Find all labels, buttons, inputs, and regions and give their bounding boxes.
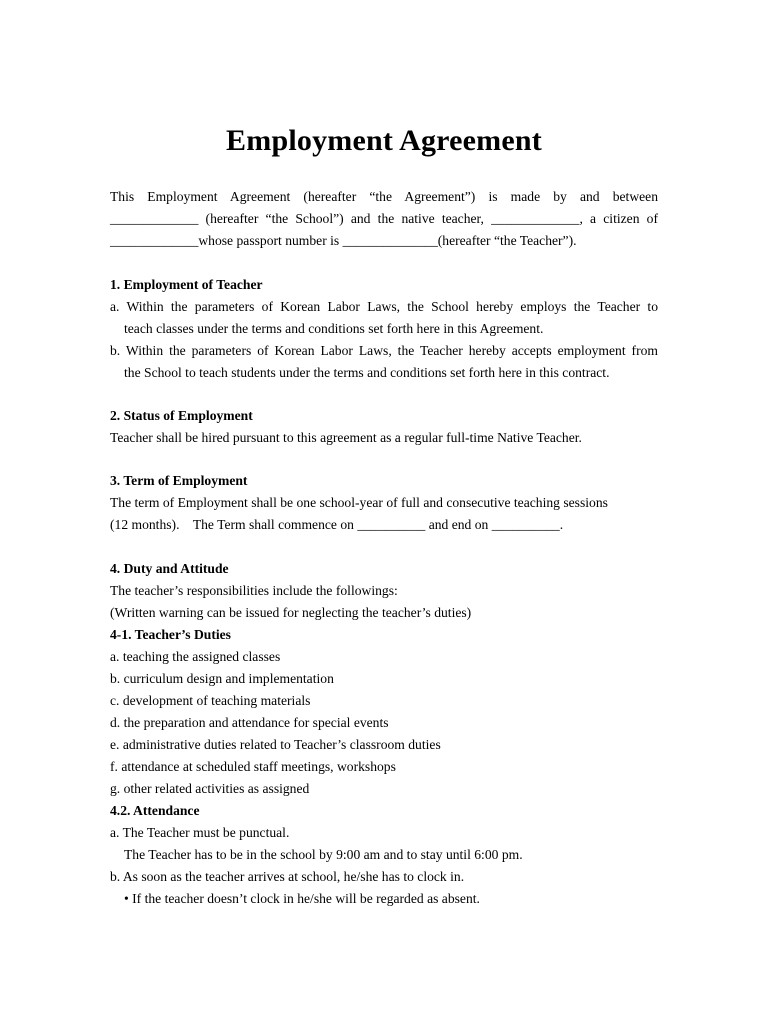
- section-heading: 1. Employment of Teacher: [110, 277, 263, 292]
- duty-line-2: (Written warning can be issued for neglecting the teacher’s duties): [110, 605, 472, 620]
- attendance-b: b. As soon as the teacher arrives at school, he/she has to clock in.: [110, 869, 465, 884]
- list-item: b. curriculum design and implementation: [110, 671, 334, 686]
- term-line-2: (12 months). The Term shall commence on __________ and end on __________.: [110, 517, 564, 532]
- duty-line-1: The teacher’s responsibilities include the followings:: [110, 583, 398, 598]
- section-status-of-employment: [110, 405, 658, 449]
- intro-line-1: This Employment Agreement (hereafter “the Agreement”) is made by and between: [110, 189, 658, 204]
- section-duty-and-attitude: [110, 558, 658, 910]
- section-heading: 2. Status of Employment: [110, 408, 253, 423]
- document-title: Employment Agreement: [226, 124, 542, 157]
- attendance-a: a. The Teacher must be punctual.: [110, 825, 290, 840]
- intro-line-2: _____________ (hereafter “the School”) and the native teacher, _____________, a citizen of: [110, 211, 658, 226]
- attendance-b-bullet: • If the teacher doesn’t clock in he/she will be regarded as absent.: [124, 891, 480, 906]
- clause-a-line-2: teach classes under the terms and conditions set forth here in this Agreement.: [124, 321, 544, 336]
- list-item: c. development of teaching materials: [110, 693, 311, 708]
- section-term-of-employment: [110, 470, 658, 536]
- list-item: g. other related activities as assigned: [110, 781, 310, 796]
- section-text: Teacher shall be hired pursuant to this agreement as a regular full-time Native Teacher.: [110, 430, 582, 445]
- section-heading: 3. Term of Employment: [110, 473, 248, 488]
- list-item: a. teaching the assigned classes: [110, 649, 281, 664]
- list-item: d. the preparation and attendance for special events: [110, 715, 389, 730]
- intro-paragraph: [110, 186, 658, 252]
- attendance-a-detail: The Teacher has to be in the school by 9:00 am and to stay until 6:00 pm.: [124, 847, 523, 862]
- term-line-1: The term of Employment shall be one school-year of full and consecutive teaching sessions: [110, 495, 608, 510]
- list-item: e. administrative duties related to Teacher’s classroom duties: [110, 737, 441, 752]
- list-item: f. attendance at scheduled staff meetings, workshops: [110, 759, 396, 774]
- clause-b-line-1: b. Within the parameters of Korean Labor Laws, the Teacher hereby accepts employment from: [110, 343, 658, 358]
- clause-a-line-1: a. Within the parameters of Korean Labor Laws, the School hereby employs the Teacher to: [110, 299, 658, 314]
- clause-b-line-2: the School to teach students under the terms and conditions set forth here in this contract.: [124, 365, 610, 380]
- section-employment-of-teacher: [110, 274, 658, 384]
- subsection-heading: 4-1. Teacher’s Duties: [110, 627, 231, 642]
- section-heading: 4. Duty and Attitude: [110, 561, 229, 576]
- subsection-heading: 4.2. Attendance: [110, 803, 200, 818]
- intro-line-3: _____________whose passport number is ______________(hereafter “the Teacher”).: [110, 233, 577, 248]
